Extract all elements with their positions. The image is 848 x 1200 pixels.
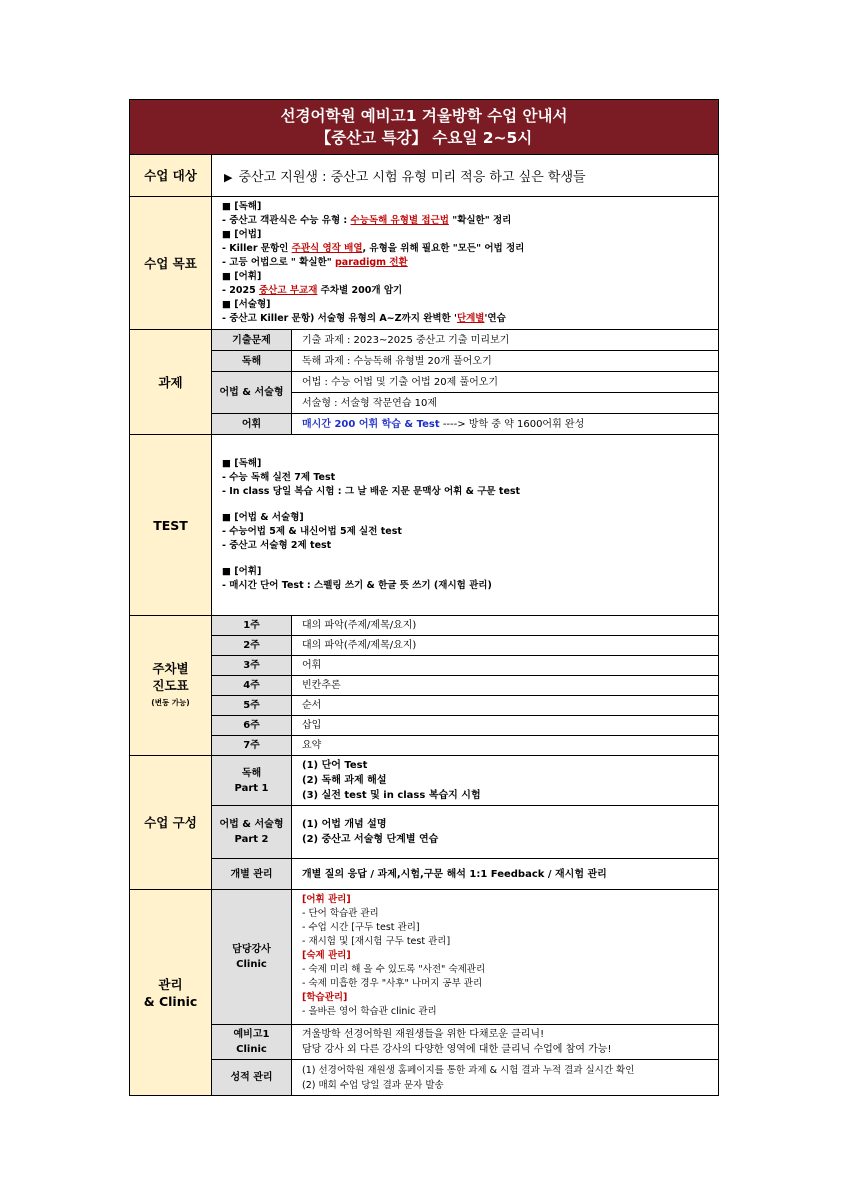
homework-value: 독해 과제 : 수능독해 유형별 20개 풀어오기 [292,351,719,372]
week-topic: 삽입 [292,716,719,736]
goal-line: - 고등 어법으로 " 확실한" paradigm 전환 [222,257,408,268]
test-content [212,435,719,616]
goals-content [212,197,719,330]
homework-value: 서술형 : 서술형 작문연습 10제 [292,393,719,414]
clinic-row [130,1060,719,1096]
test-line: - In class 당일 복습 시험 : 그 날 배운 지문 문맥상 어휘 & 구문 test [222,486,521,497]
homework-row [130,330,719,351]
structure-sub-label: 개별 관리 [212,859,292,890]
week-topic: 빈칸추론 [292,676,719,696]
structure-label: 수업 구성 [130,756,212,890]
structure-row [130,806,719,859]
header-row [130,100,719,155]
title-line-2: 【중산고 특강】 수요일 2~5시 [315,129,533,147]
test-line: - 수능어법 5제 & 내신어법 5제 실전 test [222,526,402,537]
document-title [130,100,719,155]
structure-row [130,859,719,890]
goal-line: - 중산고 객관식은 수능 유형 : 수능독해 유형별 접근법 "확실한" 정리 [222,215,512,226]
title-line-1: 선경어학원 예비고1 겨울방학 수업 안내서 [280,107,568,125]
homework-sub-label: 어휘 [212,414,292,435]
test-line: ■ [어법 & 서술형] [222,512,304,523]
homework-value: 기출 과제 : 2023~2025 중산고 기출 미리보기 [292,330,719,351]
goal-line: ■ [어휘] [222,271,262,282]
arrow-icon: ▶ [224,171,233,184]
week-label: 1주 [212,616,292,636]
week-label: 7주 [212,736,292,756]
schedule-label: 주차별 진도표 (변동 가능) [130,616,212,756]
clinic-sub-label: 담당강사 Clinic [212,890,292,1025]
schedule-row [130,716,719,736]
week-label: 5주 [212,696,292,716]
goal-line: - 2025 중산고 부교재 주차별 200개 암기 [222,285,403,296]
clinic-value: 겨울방학 선경어학원 재원생들을 위한 다채로운 클리닉! 담당 강사 외 다른 강사의 다양한 영역에 대한 클리닉 수업에 참여 가능! [292,1025,719,1060]
structure-row [130,756,719,806]
structure-sub-label: 어법 & 서술형 Part 2 [212,806,292,859]
class-guide-document [129,99,718,1096]
week-label: 4주 [212,676,292,696]
guide-table [129,99,719,1096]
schedule-row [130,676,719,696]
target-text: 중산고 지원생 : 중산고 시험 유형 미리 적응 하고 싶은 학생들 [238,170,586,185]
week-label: 2주 [212,636,292,656]
test-line: ■ [어휘] [222,566,262,577]
test-row [130,435,719,616]
goals-label: 수업 목표 [130,197,212,330]
schedule-row [130,616,719,636]
week-topic: 대의 파악(주제/제목/요지) [292,636,719,656]
week-topic: 순서 [292,696,719,716]
week-topic: 어휘 [292,656,719,676]
clinic-sub-label: 성적 관리 [212,1060,292,1096]
clinic-value: (1) 선경어학원 재원생 홈페이지를 통한 과제 & 시험 결과 누적 결과 실시간 확인 (2) 매회 수업 당일 결과 문자 발송 [292,1060,719,1096]
homework-value: 매시간 200 어휘 학습 & Test ----> 방학 중 약 1600어휘 완성 [292,414,719,435]
test-line: ■ [독해] [222,458,262,469]
week-topic: 대의 파악(주제/제목/요지) [292,616,719,636]
structure-value: (1) 단어 Test (2) 독해 과제 해설 (3) 실전 test 및 in class 복습지 시험 [292,756,719,806]
structure-value: (1) 어법 개념 설명 (2) 중산고 서술형 단계별 연습 [292,806,719,859]
schedule-row [130,696,719,716]
schedule-row [130,656,719,676]
homework-sub-label: 독해 [212,351,292,372]
target-label: 수업 대상 [130,155,212,197]
homework-row [130,351,719,372]
target-row [130,155,719,197]
goals-row [130,197,719,330]
test-line: - 매시간 단어 Test : 스펠링 쓰기 & 한글 뜻 쓰기 (재시험 관리) [222,580,492,591]
test-line: - 수능 독해 실전 7제 Test [222,472,336,483]
homework-row [130,414,719,435]
goal-line: ■ [어법] [222,229,262,240]
goal-line: - 중산고 Killer 문항) 서술형 유형의 A~Z까지 완벽한 '단계별'연습 [222,313,506,324]
goal-line: ■ [독해] [222,201,262,212]
clinic-label: 관리 & Clinic [130,890,212,1096]
clinic-row [130,890,719,1025]
structure-value: 개별 질의 응답 / 과제,시험,구문 해석 1:1 Feedback / 재시험 관리 [292,859,719,890]
homework-value: 어법 : 수능 어법 및 기출 어법 20제 풀어오기 [292,372,719,393]
schedule-row [130,736,719,756]
homework-sub-label: 기출문제 [212,330,292,351]
homework-label: 과제 [130,330,212,435]
homework-sub-label: 어법 & 서술형 [212,372,292,414]
test-label: TEST [130,435,212,616]
week-label: 6주 [212,716,292,736]
schedule-row [130,636,719,656]
target-value [212,155,719,197]
test-line: - 중산고 서술형 2제 test [222,540,332,551]
clinic-row [130,1025,719,1060]
week-topic: 요약 [292,736,719,756]
clinic-sub-label: 예비고1 Clinic [212,1025,292,1060]
week-label: 3주 [212,656,292,676]
clinic-value: [어휘 관리] - 단어 학습관 관리 - 수업 시간 [구두 test 관리] - 재시험 및 [재시험 구두 test 관리] [숙제 관리] - 숙제 미리 해 올 수 있도록 "사전" 숙제관리 - 숙제 미흡한 경우 "사후" 나머지 공부 관리 [학습관리] - 올바른 영어 학습관 clinic 관리 [292,890,719,1025]
goal-line: ■ [서술형] [222,299,271,310]
structure-sub-label: 독해 Part 1 [212,756,292,806]
schedule-note: (변동 가능) [151,698,190,707]
homework-row [130,372,719,393]
goal-line: - Killer 문항인 주관식 영작 배열, 유형을 위해 필요한 "모든" 어법 정리 [222,243,525,254]
